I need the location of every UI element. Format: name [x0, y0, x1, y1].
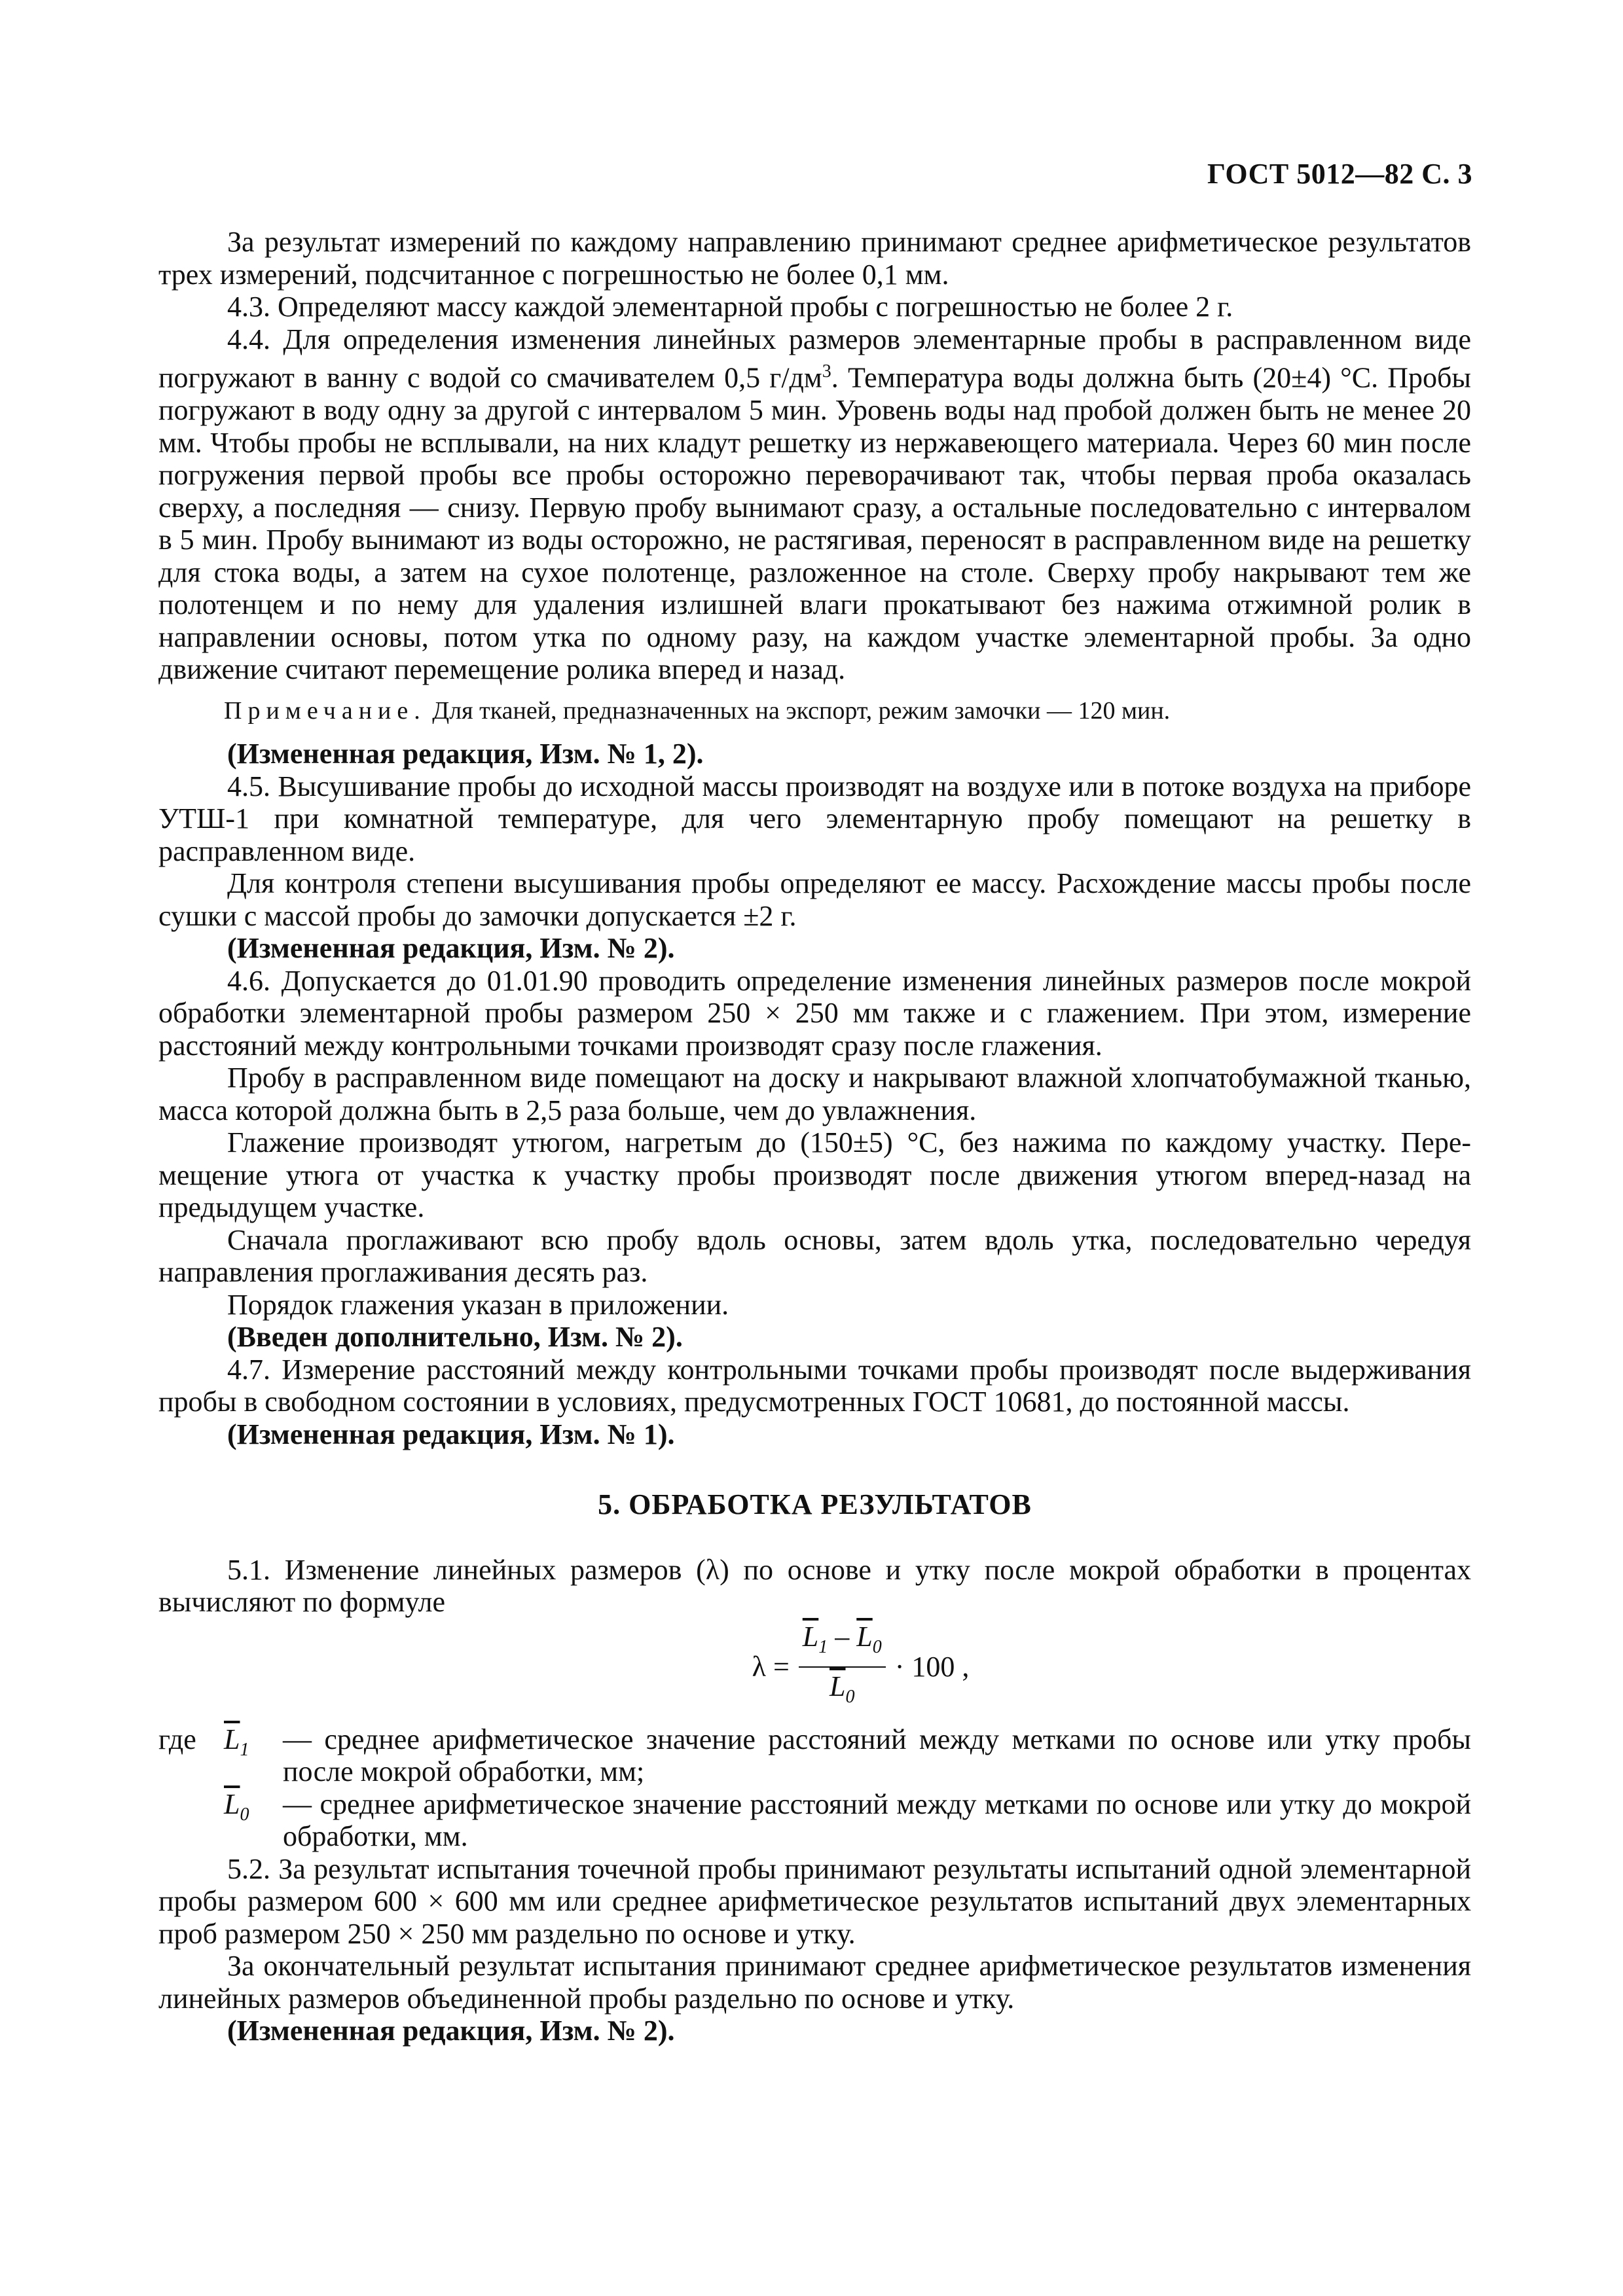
legend-symbol-l0-letter: $\overline{L}$ [224, 1787, 240, 1820]
formula-denominator [830, 1668, 854, 1713]
revision-note-1-2: (Измененная редакция, Изм. № 1, 2). [227, 738, 704, 770]
legend-where: где [158, 1723, 196, 1755]
legend-symbol-l0 [224, 1788, 283, 1831]
numerator-minus: – [828, 1621, 857, 1653]
paragraph-4-6-b: Пробу в расправленном виде помещают на доску и накрывают влажной хлопчатобумажной тканью, масса которой должна быть в 2,5 раза больше, чем до увлажнения. [158, 1062, 1471, 1126]
formula-numerator [799, 1621, 886, 1667]
paragraph-4-6-c: Глажение производят утюгом, нагретым до (150±5) °С, без нажима по каждому участку. Перемещение утюга от участка к участку пробы производят после движения утюгом вперед-назад на предыдущем участке. [158, 1126, 1471, 1224]
legend-symbol-l0-sub: 0 [240, 1804, 249, 1825]
paragraph-4-3: 4.3. Определяют массу каждой элементарной пробы с погрешностью не более 2 г. [227, 291, 1233, 323]
numerator-l1-sub: 1 [818, 1637, 828, 1658]
denominator-l0-sub: 0 [845, 1686, 855, 1707]
introduced-note-2: (Введен дополнительно, Изм. № 2). [227, 1321, 683, 1354]
legend-text-l0: — среднее арифметическое значение расстояний между метками по основе или утку до мокрой обработки, мм. [283, 1787, 1471, 1853]
denominator-l0: $\overline{L}$ [830, 1670, 846, 1702]
paragraph-4-7: 4.7. Измерение расстояний между контрольными точками пробы производят после выдерживания пробы в свободном состоянии в условиях, предусмотренных ГОСТ 10681, до постоянной массы. [158, 1353, 1471, 1418]
paragraph-intro: За результат измерений по каждому направлению принимают среднее арифметическое результатов трех измерений, подсчитанное с погрешностью не более 0,1 мм. [158, 226, 1471, 291]
note-label: Примечание. [224, 696, 426, 725]
formula-rhs: · 100 , [894, 1650, 970, 1683]
paragraph-5-2-b: За окончательный результат испытания принимают среднее арифметическое результатов изменения линейных размеров объединенной пробы раздельно по основе и утку. [158, 1950, 1471, 2015]
formula-fraction [799, 1621, 886, 1713]
paragraph-4-5-b: Для контроля степени высушивания пробы определяют ее массу. Расхождение массы пробы после сушки с массой пробы до замочки допускается ±2 г. [158, 867, 1471, 932]
paragraph-4-6-e: Порядок глажения указан в приложении. [227, 1288, 729, 1321]
paragraph-4-4 [158, 323, 1471, 686]
formula [204, 1621, 1517, 1707]
paragraph-4-5: 4.5. Высушивание пробы до исходной массы производят на воздухе или в потоке воздуха на приборе УТШ-1 при комнатной температуре, для чего элементарную пробу помещают на решетку в расправленном виде. [158, 770, 1471, 867]
revision-note-2-b: (Измененная редакция, Изм. № 2). [227, 2015, 675, 2047]
revision-note-1: (Измененная редакция, Изм. № 1). [227, 1418, 675, 1450]
paragraph-4-6: 4.6. Допускается до 01.01.90 проводить определение изменения линейных размеров после мокрой обработки элементарной пробы размером 250 × 250 мм также и с глажением. При этом, измерение расстояний между контрольными точками производят сразу после глажения. [158, 964, 1471, 1062]
note-paragraph [158, 695, 1471, 728]
numerator-l0-sub: 0 [872, 1637, 882, 1658]
formula-lhs: λ = [752, 1650, 790, 1683]
legend-symbol-l1 [224, 1723, 283, 1766]
legend-row-l0 [158, 1788, 1471, 1853]
numerator-l1: $\overline{L}$ [802, 1621, 819, 1653]
paragraph-4-6-d: Сначала проглаживают всю пробу вдоль основы, затем вдоль утка, последовательно чередуя направления проглаживания десять раз. [158, 1223, 1471, 1289]
note-text: Для тканей, предназначенных на экспорт, режим замочки — 120 мин. [426, 696, 1171, 725]
paragraph-5-2: 5.2. За результат испытания точечной пробы принимают результаты испытаний одной элементарной пробы размером 600 × 600 мм или среднее арифметическое результатов испытаний двух элементарных проб размером 250 × 250 мм раздельно по основе и утку. [158, 1852, 1471, 1950]
legend-symbol-l1-letter: $\overline{L}$ [224, 1723, 240, 1755]
legend-row-l1 [158, 1723, 1471, 1788]
numerator-l0: $\overline{L}$ [856, 1621, 873, 1653]
section-heading: 5. ОБРАБОТКА РЕЗУЛЬТАТОВ [598, 1488, 1032, 1521]
revision-note-2-a: (Измененная редакция, Изм. № 2). [227, 932, 675, 965]
paragraph-5-1: 5.1. Изменение линейных размеров (λ) по основе и утку после мокрой обработки в процентах вычисляют по формуле [158, 1553, 1471, 1619]
legend-symbol-l1-sub: 1 [240, 1739, 249, 1760]
paragraph-4-4-part-a: 4.4. Для определения изменения линейных размеров элементарные пробы в расправленном виде погружают в ванну с водой со смачивателем 0,5 г/дм [158, 323, 1471, 394]
document-body [158, 226, 1471, 2047]
paragraph-4-4-part-b: . Температура воды должна быть (20±4) °С. Пробы погружают в воду одну за другой с интервалом 5 мин. Уровень воды над пробой должен быть не менее 20 мм. Чтобы пробы не всплывали, на них кладут решетку из нержавеющего материала. Через 60 мин после погружения первой пробы все пробы осторожно переворачивают так, чтобы первая проба оказалась сверху, а последняя — снизу. Первую пробу вынимают сразу, а остальные последовательно с интервалом в 5 мин. Пробу вынимают из воды осторожно, не растягивая, переносят в расправленном виде на решетку для стока воды, а затем на сухое полотенце, разложенное на столе. Сверху пробу накрывают тем же полотенцем и по нему для удаления излишней влаги прокатывают без нажима отжимной ролик в направлении основы, потом утка по одному разу, на каждом участке элементарной пробы. За одно движение считают перемещение ролика вперед и назад. [158, 361, 1471, 686]
legend-text-l1: — среднее арифметическое значение расстояний между метками по основе или утку пробы после мокрой обработки, мм; [283, 1723, 1471, 1788]
page-header: ГОСТ 5012—82 С. 3 [1207, 158, 1472, 190]
superscript-3: 3 [822, 361, 831, 382]
